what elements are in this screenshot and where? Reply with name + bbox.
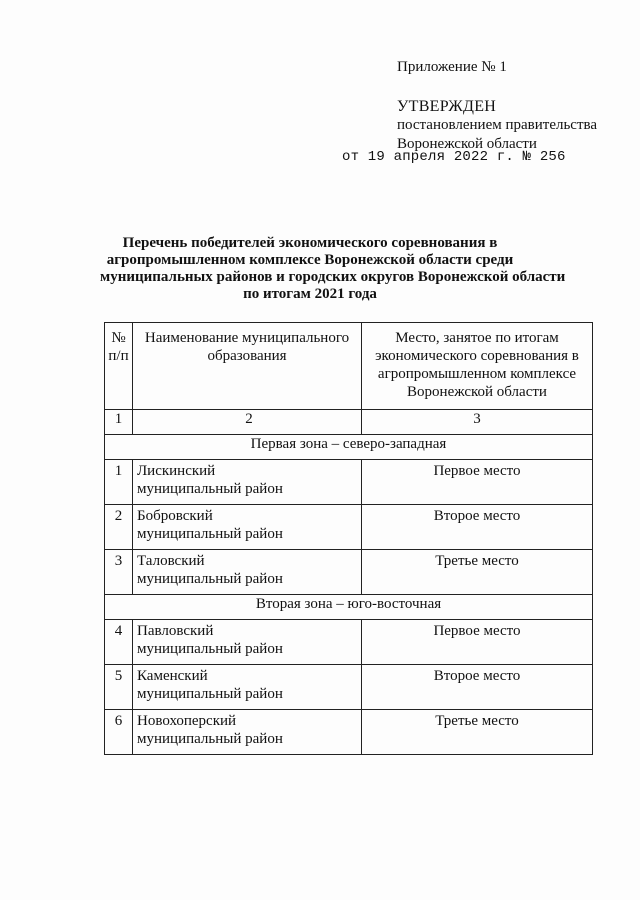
approved-by-line-2: Воронежской области (397, 136, 537, 152)
table-header-row (105, 323, 593, 410)
municipality-name: Новохоперский (137, 713, 237, 729)
winners-table (104, 322, 593, 755)
municipality-name: Таловский (137, 553, 205, 569)
header-place: Место, занятое по итогам экономического соревнования в агропромышленном комплексе Воронежской области (362, 323, 593, 410)
table-row (105, 460, 593, 505)
row-municipality (133, 710, 362, 755)
column-index-2: 2 (133, 410, 362, 435)
approval-block (397, 58, 597, 154)
title-line-2: агропромышленном комплексе Воронежской области среди (106, 252, 514, 268)
municipality-name: Лискинский (137, 463, 216, 479)
zone-title: Вторая зона – юго-восточная (105, 595, 593, 620)
title-line-1: Перечень победителей экономического соревнования в (122, 235, 498, 251)
row-number: 4 (105, 620, 133, 665)
zone-title: Первая зона – северо-западная (105, 435, 593, 460)
zone-row (105, 435, 593, 460)
municipality-name: Каменский (137, 668, 208, 684)
header-municipality: Наименование муниципального образования (133, 323, 362, 410)
title-line-3: муниципальных районов и городских округов Воронежской области (100, 269, 566, 285)
row-place: Второе место (362, 665, 593, 710)
appendix-label: Приложение № 1 (397, 59, 507, 75)
decree-date: от 19 апреля 2022 г. № 256 (342, 149, 566, 165)
row-municipality (133, 665, 362, 710)
row-number: 1 (105, 460, 133, 505)
row-municipality (133, 620, 362, 665)
row-place: Первое место (362, 620, 593, 665)
table-row (105, 550, 593, 595)
row-municipality (133, 505, 362, 550)
header-number: № п/п (105, 323, 133, 410)
title-line-4: по итогам 2021 года (243, 286, 377, 302)
row-place: Второе место (362, 505, 593, 550)
municipality-type: муниципальный район (137, 526, 283, 542)
column-index-row (105, 410, 593, 435)
table-row (105, 710, 593, 755)
document-title (100, 235, 566, 303)
row-place: Третье место (362, 550, 593, 595)
municipality-type: муниципальный район (137, 481, 283, 497)
municipality-type: муниципальный район (137, 731, 283, 747)
row-place: Третье место (362, 710, 593, 755)
row-number: 5 (105, 665, 133, 710)
table-row (105, 505, 593, 550)
municipality-type: муниципальный район (137, 571, 283, 587)
row-municipality (133, 460, 362, 505)
row-municipality (133, 550, 362, 595)
municipality-name: Павловский (137, 623, 214, 639)
row-number: 3 (105, 550, 133, 595)
approved-label: УТВЕРЖДЕН (397, 98, 497, 115)
row-place: Первое место (362, 460, 593, 505)
municipality-name: Бобровский (137, 508, 213, 524)
table-row (105, 665, 593, 710)
table-row (105, 620, 593, 665)
municipality-type: муниципальный район (137, 641, 283, 657)
approved-by-line-1: постановлением правительства (397, 117, 598, 133)
column-index-1: 1 (105, 410, 133, 435)
zone-row (105, 595, 593, 620)
municipality-type: муниципальный район (137, 686, 283, 702)
row-number: 2 (105, 505, 133, 550)
column-index-3: 3 (362, 410, 593, 435)
row-number: 6 (105, 710, 133, 755)
